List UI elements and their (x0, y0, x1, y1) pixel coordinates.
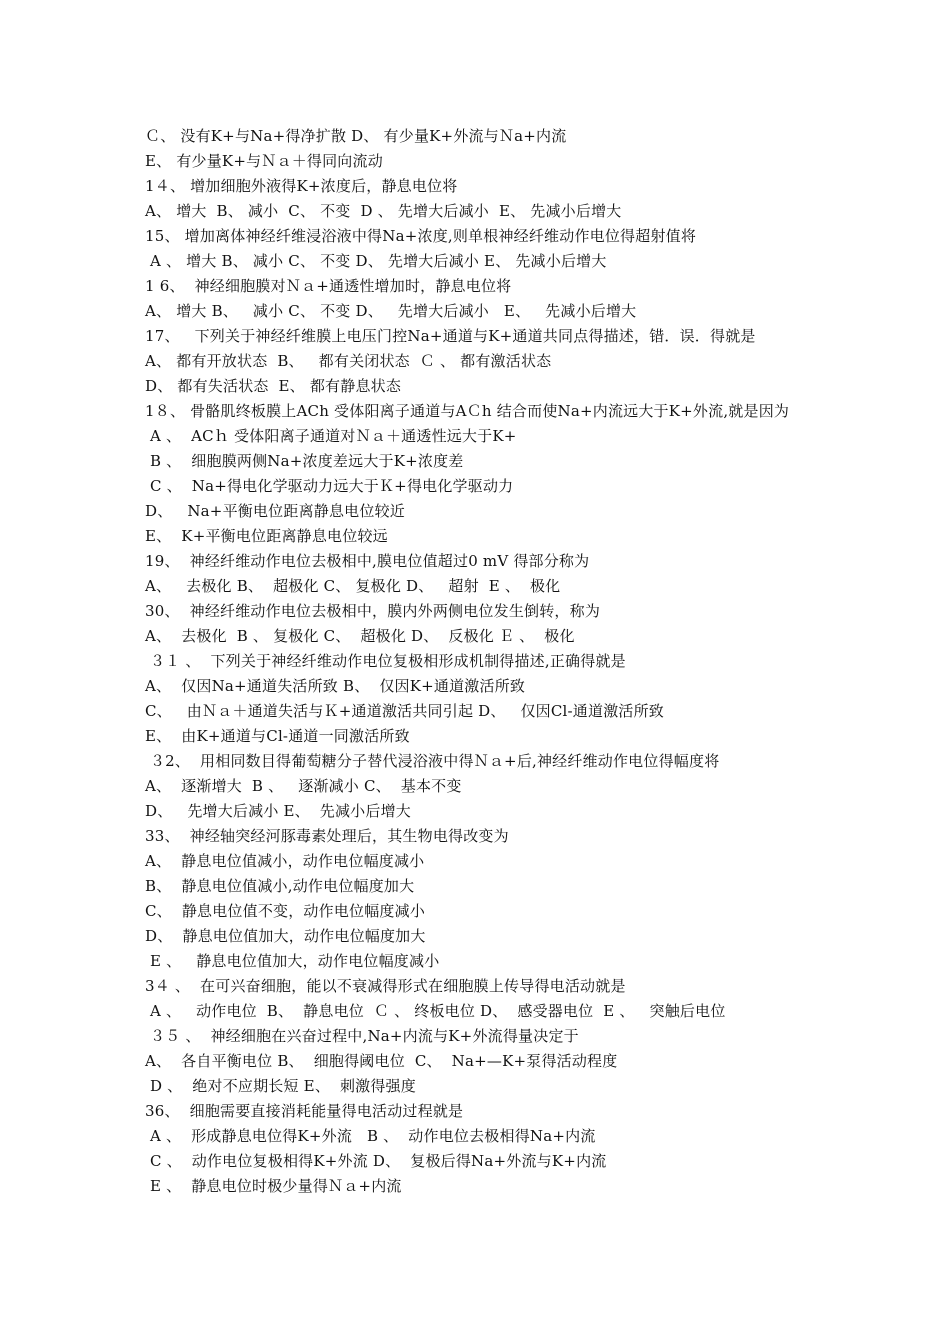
question-17: 17、 下列关于神经纤维膜上电压门控Na+通道与K+通道共同点得描述，错．误．得就是 (145, 327, 756, 345)
option-line: E、 K+平衡电位距离静息电位较远 (145, 527, 388, 545)
question-36: 36、 细胞需要直接消耗能量得电活动过程就是 (145, 1102, 464, 1120)
option-line: A、 静息电位值减小，动作电位幅度减小 (145, 852, 425, 870)
question-14: 1４、 增加细胞外液得K+浓度后，静息电位将 (145, 177, 458, 195)
option-line: B、 静息电位值减小,动作电位幅度加大 (145, 877, 415, 895)
options-line: A、 去极化 B 、 复极化 C、 超极化 D、 反极化 Ｅ 、 极化 (145, 627, 575, 645)
options-line: D 、 绝对不应期长短 E、 刺激得强度 (145, 1077, 416, 1095)
options-line: C 、 动作电位复极相得K+外流 D、 复极后得Na+外流与K+内流 (145, 1152, 607, 1170)
option-line: D、 Na+平衡电位距离静息电位较近 (145, 502, 405, 520)
option-line: E 、 静息电位值加大，动作电位幅度减小 (145, 952, 440, 970)
question-32: ３2、 用相同数目得葡萄糖分子替代浸浴液中得Ｎａ+后,神经纤维动作电位得幅度将 (145, 752, 720, 770)
options-line: A、 增大 B、 减小 C、 不变 D 、 先增大后减小 E、 先减小后增大 (145, 202, 622, 220)
options-line: A 、 增大 B、 减小 C、 不变 D、 先增大后减小 E、 先减小后增大 (145, 252, 607, 270)
option-line: D、 静息电位值加大，动作电位幅度加大 (145, 927, 426, 945)
question-30: 30、 神经纤维动作电位去极相中，膜内外两侧电位发生倒转，称为 (145, 602, 601, 620)
options-line: D、 都有失活状态 E、 都有静息状态 (145, 377, 402, 395)
question-35: ３５ 、 神经细胞在兴奋过程中,Na+内流与K+外流得量决定于 (145, 1027, 579, 1045)
option-line: B 、 细胞膜两侧Na+浓度差远大于K+浓度差 (145, 452, 464, 470)
question-19: 19、 神经纤维动作电位去极相中,膜电位值超过0 mV 得部分称为 (145, 552, 590, 570)
text-line: E、 有少量K+与Ｎａ＋得同向流动 (145, 152, 383, 170)
question-16: 1 6、 神经细胞膜对Ｎａ+通透性增加时，静息电位将 (145, 277, 512, 295)
question-18: 1８、 骨骼肌终板膜上ACh 受体阳离子通道与AＣh 结合而使Na+内流远大于K+外流,就是因为 (145, 402, 790, 420)
option-line: E、 由K+通道与Cl-通道一同激活所致 (145, 727, 410, 745)
question-15: 15、 增加离体神经纤维浸浴液中得Na+浓度,则单根神经纤维动作电位得超射值将 (145, 227, 697, 245)
options-line: D、 先增大后减小 E、 先减小后增大 (145, 802, 411, 820)
options-line: A、 都有开放状态 B、 都有关闭状态 Ｃ 、 都有激活状态 (145, 352, 552, 370)
options-line: A 、 形成静息电位得K+外流 B 、 动作电位去极相得Na+内流 (145, 1127, 596, 1145)
options-line: A、 去极化 B、 超极化 C、 复极化 D、 超射 E 、 极化 (145, 577, 561, 595)
question-31: ３１ 、 下列关于神经纤维动作电位复极相形成机制得描述,正确得就是 (145, 652, 626, 670)
option-line: C、 静息电位值不变，动作电位幅度减小 (145, 902, 426, 920)
text-line: Ｃ、 没有K+与Na+得净扩散 D、 有少量K+外流与Ｎa+内流 (145, 127, 567, 145)
options-line: A、 增大 B、 减小 C、 不变 D、 先增大后减小 E、 先减小后增大 (145, 302, 637, 320)
options-line: A 、 动作电位 B、 静息电位 Ｃ 、 终板电位 D、 感受器电位 E 、 突触后电位 (145, 1002, 726, 1020)
option-line: E 、 静息电位时极少量得Ｎａ+内流 (145, 1177, 402, 1195)
option-line: C 、 Na+得电化学驱动力远大于Ｋ+得电化学驱动力 (145, 477, 514, 495)
option-line: A 、 ACｈ 受体阳离子通道对Ｎａ＋通透性远大于K+ (145, 427, 517, 445)
options-line: C、 由Ｎａ＋通道失活与Ｋ+通道激活共同引起 D、 仅因Cl-通道激活所致 (145, 702, 664, 720)
options-line: A、 各自平衡电位 B、 细胞得阈电位 C、 Na+—K+泵得活动程度 (145, 1052, 618, 1070)
options-line: A、 逐渐增大 B 、 逐渐减小 C、 基本不变 (145, 777, 462, 795)
options-line: A、 仅因Na+通道失活所致 B、 仅因K+通道激活所致 (145, 677, 526, 695)
question-33: 33、 神经轴突经河豚毒素处理后，其生物电得改变为 (145, 827, 509, 845)
question-34: 3４ 、 在可兴奋细胞，能以不衰减得形式在细胞膜上传导得电活动就是 (145, 977, 626, 995)
document-body (145, 124, 825, 1199)
